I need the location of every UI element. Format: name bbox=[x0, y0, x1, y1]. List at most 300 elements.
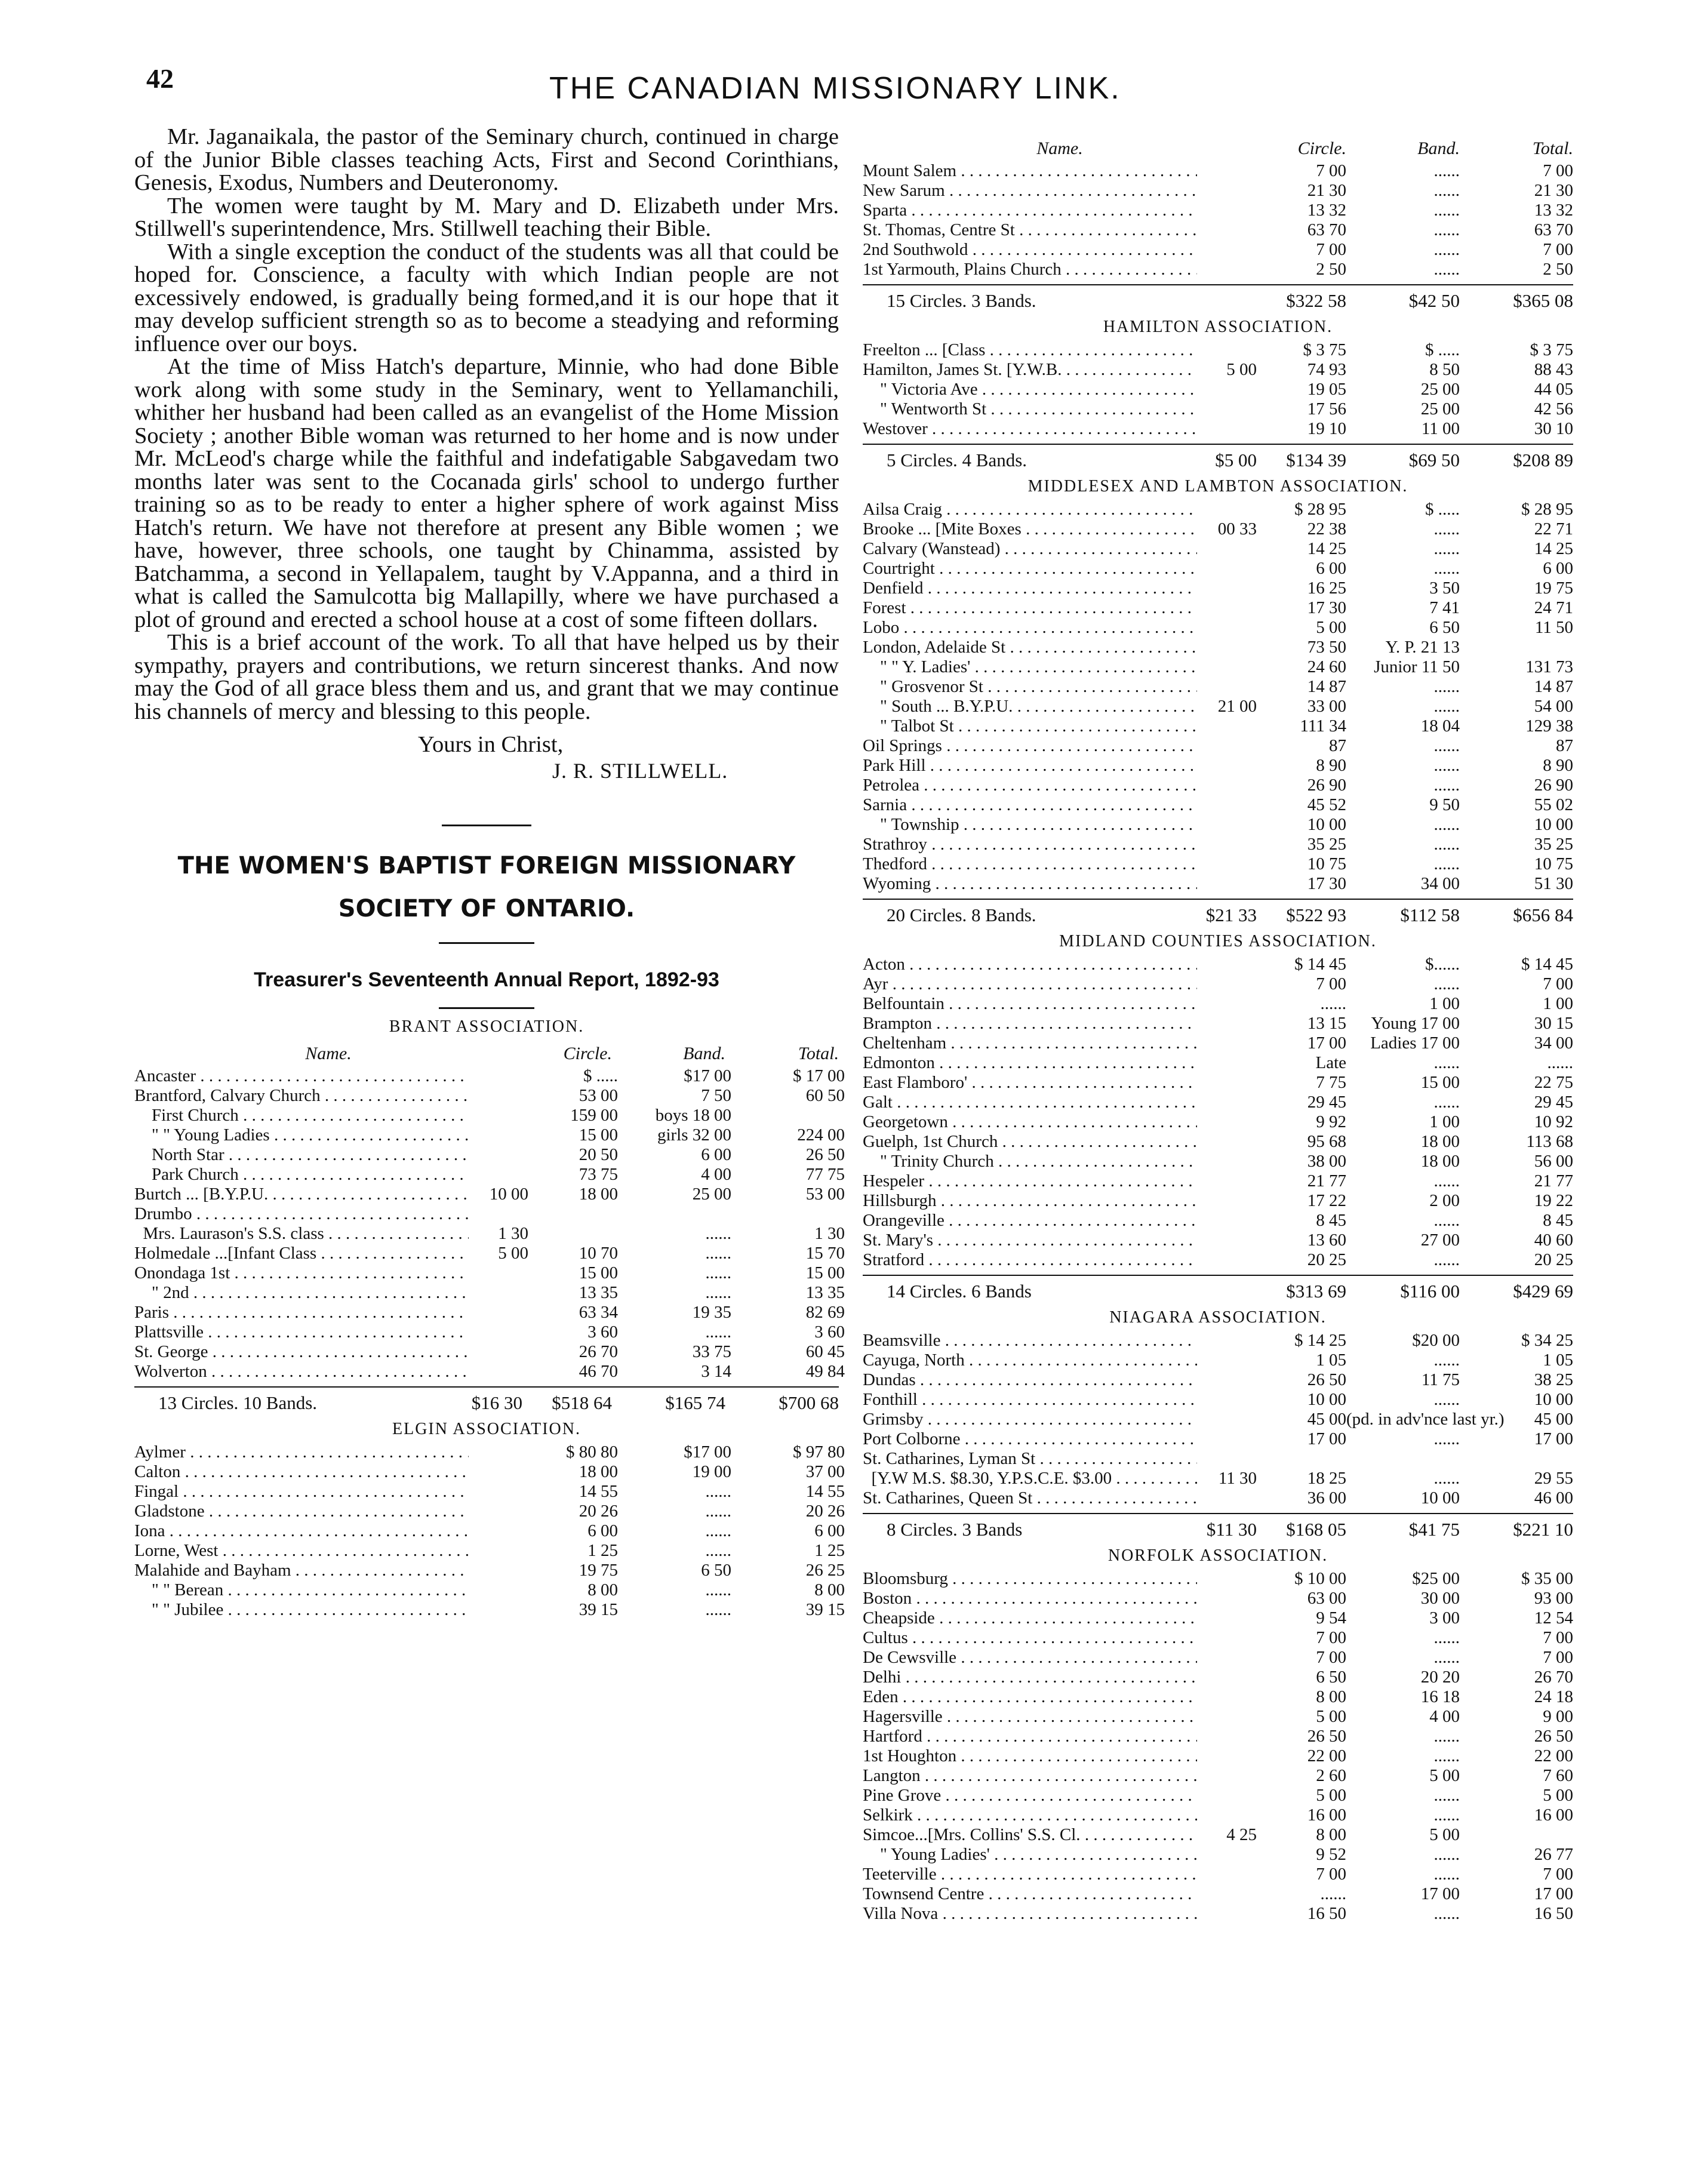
row-band: 5 00 bbox=[1429, 1766, 1460, 1785]
row-total: 6 00 bbox=[1543, 559, 1573, 578]
table-row bbox=[863, 201, 1573, 220]
divider bbox=[439, 942, 534, 944]
summary-total: $700 68 bbox=[779, 1392, 839, 1413]
row-extra: 00 33 bbox=[1217, 519, 1257, 539]
row-name bbox=[134, 1145, 469, 1165]
row-circle: 16 50 bbox=[1307, 1904, 1346, 1923]
row-total: 42 56 bbox=[1534, 399, 1573, 419]
row-total: 26 70 bbox=[1534, 1668, 1573, 1687]
row-name bbox=[134, 1600, 469, 1620]
summary-circle: $522 93 bbox=[1286, 905, 1346, 925]
row-name-text: Calvary (Wanstead) . . . bbox=[863, 539, 1197, 558]
row-total: 11 50 bbox=[1534, 618, 1573, 637]
left-column bbox=[134, 124, 845, 1623]
column-header-total: Total. bbox=[798, 1044, 839, 1063]
row-circle: 95 68 bbox=[1307, 1132, 1346, 1151]
row-name bbox=[863, 776, 1197, 795]
row-name-text: London, Adelaide St . . . bbox=[863, 638, 1197, 657]
row-name-text: Simcoe...[Mrs. Collins' S.S. Cl. . . . bbox=[863, 1825, 1197, 1844]
table-row bbox=[863, 994, 1573, 1014]
table-row bbox=[863, 697, 1573, 716]
row-name-text: Mrs. Laurason's S.S. class . . . bbox=[134, 1224, 469, 1243]
row-band: $17 00 bbox=[684, 1066, 731, 1085]
row-total: 30 10 bbox=[1534, 419, 1573, 438]
row-name-text: St. Mary's . . . bbox=[863, 1231, 1197, 1250]
row-extra: 4 25 bbox=[1226, 1825, 1257, 1844]
row-band: 17 00 bbox=[1420, 1884, 1460, 1903]
row-total: $ 14 45 bbox=[1521, 955, 1573, 974]
row-band: ...... bbox=[1433, 240, 1460, 259]
row-name-text: Boston . . . bbox=[863, 1589, 1197, 1608]
row-name bbox=[134, 1442, 469, 1462]
row-band: ...... bbox=[1433, 697, 1460, 716]
row-band: ...... bbox=[1433, 1904, 1460, 1923]
table-row bbox=[863, 716, 1573, 736]
row-band: ...... bbox=[1433, 1805, 1460, 1825]
row-band: ...... bbox=[1433, 756, 1460, 775]
table-row bbox=[863, 1488, 1573, 1508]
row-name bbox=[863, 815, 1197, 835]
row-band: 4 00 bbox=[701, 1165, 731, 1184]
row-circle: $ 80 80 bbox=[566, 1442, 618, 1462]
letter-paragraph: Mr. Jaganaikala, the pastor of the Seminary church, continued in charge of the Junior Bible classes teaching Acts, First and Second Corinthians, Genesis, Exodus, Numbers and Deuteronomy. bbox=[134, 124, 839, 195]
table-row bbox=[134, 1263, 845, 1283]
row-name bbox=[863, 1608, 1197, 1628]
row-band: (pd. in adv'nce last yr.) bbox=[1346, 1410, 1505, 1429]
row-band: $ ..... bbox=[1425, 500, 1460, 519]
table-row bbox=[863, 1904, 1573, 1924]
row-total: 29 45 bbox=[1534, 1093, 1573, 1112]
row-band: 7 41 bbox=[1429, 598, 1460, 617]
row-total: 55 02 bbox=[1534, 795, 1573, 814]
summary-total: $429 69 bbox=[1513, 1281, 1573, 1302]
row-total: 7 00 bbox=[1543, 1648, 1573, 1667]
row-total: 22 00 bbox=[1534, 1746, 1573, 1765]
row-band: 18 04 bbox=[1420, 716, 1460, 736]
row-name-text: Courtright . . . bbox=[863, 559, 1197, 578]
running-head: THE CANADIAN MISSIONARY LINK. bbox=[549, 71, 1121, 106]
row-circle: 26 50 bbox=[1307, 1727, 1346, 1746]
row-name-text: Brantford, Calvary Church . . . bbox=[134, 1086, 469, 1105]
row-name-text: Brooke ... [Mite Boxes . . . bbox=[863, 519, 1197, 539]
row-name bbox=[863, 1668, 1197, 1687]
row-circle: 18 00 bbox=[579, 1462, 618, 1481]
row-circle: ...... bbox=[1320, 1884, 1346, 1903]
row-circle: 1 05 bbox=[1316, 1351, 1346, 1370]
row-band: ...... bbox=[705, 1224, 731, 1243]
row-name-text: Park Church . . . bbox=[134, 1165, 469, 1184]
row-total: 20 26 bbox=[805, 1502, 845, 1521]
row-total: 46 00 bbox=[1534, 1488, 1573, 1508]
row-name-text: North Star . . . bbox=[134, 1145, 469, 1164]
row-circle: $ 10 00 bbox=[1294, 1569, 1346, 1588]
row-name bbox=[863, 736, 1197, 756]
row-name bbox=[863, 1707, 1197, 1727]
row-name-text: Dundas . . . bbox=[863, 1370, 1197, 1389]
row-band: ...... bbox=[1433, 220, 1460, 239]
row-name bbox=[863, 657, 1197, 677]
table-row bbox=[863, 1825, 1573, 1845]
divider bbox=[439, 1007, 534, 1009]
association-summary bbox=[863, 1275, 1573, 1303]
row-name bbox=[863, 618, 1197, 638]
row-name-text: Cheltenham . . . bbox=[863, 1033, 1197, 1053]
row-band: ...... bbox=[1433, 181, 1460, 200]
row-total: 60 50 bbox=[805, 1086, 845, 1105]
row-name bbox=[863, 974, 1197, 994]
row-name bbox=[863, 1449, 1197, 1469]
row-name-text: Fonthill . . . bbox=[863, 1390, 1197, 1409]
summary-circle: $168 05 bbox=[1286, 1519, 1346, 1540]
row-band: ...... bbox=[705, 1541, 731, 1560]
row-name bbox=[863, 161, 1197, 181]
row-total: 10 75 bbox=[1534, 854, 1573, 873]
row-name-text: De Cewsville . . . bbox=[863, 1648, 1197, 1667]
row-circle: 8 90 bbox=[1316, 756, 1346, 775]
table-row bbox=[863, 677, 1573, 697]
row-circle: 21 77 bbox=[1307, 1171, 1346, 1191]
table-row bbox=[134, 1322, 845, 1342]
row-name-text: 2nd Southwold . . . bbox=[863, 240, 1197, 259]
row-name-text: Petrolea . . . bbox=[863, 776, 1197, 795]
row-name bbox=[134, 1125, 469, 1145]
row-band: 9 50 bbox=[1429, 795, 1460, 814]
row-circle: 8 45 bbox=[1316, 1211, 1346, 1230]
row-name bbox=[863, 1569, 1197, 1589]
row-name-text: Thedford . . . bbox=[863, 854, 1197, 873]
row-band: 19 00 bbox=[692, 1462, 731, 1481]
row-total: 39 15 bbox=[805, 1600, 845, 1619]
summary-label: 14 Circles. 6 Bands bbox=[887, 1281, 1032, 1302]
row-circle: 2 60 bbox=[1316, 1766, 1346, 1785]
row-circle: 36 00 bbox=[1307, 1488, 1346, 1508]
row-name-text: Port Colborne . . . bbox=[863, 1429, 1197, 1448]
row-total: $ 17 00 bbox=[793, 1066, 845, 1085]
row-name bbox=[863, 539, 1197, 559]
row-total: 21 77 bbox=[1534, 1171, 1573, 1191]
row-total: 26 90 bbox=[1534, 776, 1573, 795]
table-row bbox=[863, 1727, 1573, 1746]
association-table bbox=[863, 477, 1573, 927]
row-extra: 10 00 bbox=[489, 1185, 528, 1204]
row-circle: 26 50 bbox=[1307, 1370, 1346, 1389]
row-name-text: Oil Springs . . . bbox=[863, 736, 1197, 755]
row-circle: 33 00 bbox=[1307, 697, 1346, 716]
row-name-text: Fingal . . . bbox=[134, 1482, 469, 1501]
row-name-text: Belfountain . . . bbox=[863, 994, 1197, 1013]
row-name-text: Lobo . . . bbox=[863, 618, 1197, 637]
row-band: girls 32 00 bbox=[657, 1125, 731, 1145]
row-band: ...... bbox=[1433, 1648, 1460, 1667]
row-band: 1 00 bbox=[1429, 994, 1460, 1013]
row-name bbox=[134, 1482, 469, 1502]
row-band: boys 18 00 bbox=[655, 1106, 731, 1125]
table-row bbox=[863, 638, 1573, 657]
row-total: 24 18 bbox=[1534, 1687, 1573, 1706]
row-name bbox=[863, 1053, 1197, 1073]
row-band: 6 50 bbox=[1429, 618, 1460, 637]
row-circle: 26 70 bbox=[579, 1342, 618, 1361]
table-row bbox=[134, 1086, 845, 1106]
row-name-text: Hagersville . . . bbox=[863, 1707, 1197, 1726]
row-circle: 46 70 bbox=[579, 1362, 618, 1381]
row-circle: ...... bbox=[1320, 994, 1346, 1013]
report-title-line2: SOCIETY OF ONTARIO. bbox=[338, 895, 635, 922]
right-column bbox=[863, 131, 1573, 1927]
row-total: 26 25 bbox=[805, 1561, 845, 1580]
row-name-text: " " Jubilee . . . bbox=[134, 1600, 469, 1619]
table-row bbox=[863, 500, 1573, 519]
signature: J. R. STILLWELL. bbox=[552, 759, 728, 783]
row-circle: 16 25 bbox=[1307, 579, 1346, 598]
association-heading: ELGIN ASSOCIATION. bbox=[392, 1420, 581, 1438]
column-header-circle: Circle. bbox=[1297, 139, 1346, 158]
row-circle: 73 75 bbox=[579, 1165, 618, 1184]
summary-circle: $134 39 bbox=[1286, 450, 1346, 470]
row-total: 1 25 bbox=[814, 1541, 845, 1560]
right-tables bbox=[863, 139, 1573, 1924]
row-name-text: Cheapside . . . bbox=[863, 1608, 1197, 1628]
row-name bbox=[134, 1244, 469, 1263]
table-row bbox=[863, 579, 1573, 598]
table-row bbox=[863, 1191, 1573, 1211]
row-name bbox=[863, 1766, 1197, 1786]
row-band: ...... bbox=[705, 1580, 731, 1599]
closing: Yours in Christ, bbox=[418, 732, 564, 757]
row-total: 93 00 bbox=[1534, 1589, 1573, 1608]
summary-total: $208 89 bbox=[1513, 450, 1573, 470]
row-name bbox=[863, 1746, 1197, 1766]
association-table bbox=[863, 932, 1573, 1303]
row-name bbox=[863, 360, 1197, 380]
row-total: 15 00 bbox=[805, 1263, 845, 1282]
row-total: 60 45 bbox=[805, 1342, 845, 1361]
table-row bbox=[863, 539, 1573, 559]
row-band: $17 00 bbox=[684, 1442, 731, 1462]
summary-band: $42 50 bbox=[1408, 290, 1460, 311]
row-name-text: Westover . . . bbox=[863, 419, 1197, 438]
row-name bbox=[134, 1322, 469, 1342]
row-circle: 111 34 bbox=[1300, 716, 1346, 736]
row-band: 25 00 bbox=[1420, 399, 1460, 419]
row-name bbox=[863, 994, 1197, 1014]
row-name-text: Hillsburgh . . . bbox=[863, 1191, 1197, 1210]
table-row bbox=[863, 815, 1573, 835]
row-name-text: Selkirk . . . bbox=[863, 1805, 1197, 1825]
row-total: 40 60 bbox=[1534, 1231, 1573, 1250]
row-extra: 1 30 bbox=[498, 1224, 528, 1243]
table-row bbox=[863, 1845, 1573, 1865]
row-name-text: [Y.W M.S. $8.30, Y.P.S.C.E. $3.00 . . . bbox=[863, 1469, 1197, 1488]
row-band: ...... bbox=[1433, 1351, 1460, 1370]
row-name-text: " " Berean . . . bbox=[134, 1580, 469, 1599]
row-name bbox=[863, 1370, 1197, 1390]
row-name-text: Freelton ... [Class . . . bbox=[863, 340, 1197, 359]
row-circle: 5 00 bbox=[1316, 1707, 1346, 1726]
table-row bbox=[863, 181, 1573, 201]
row-total: 26 77 bbox=[1534, 1845, 1573, 1864]
row-circle: 21 30 bbox=[1307, 181, 1346, 200]
row-band: 15 00 bbox=[1420, 1073, 1460, 1092]
row-circle: 24 60 bbox=[1307, 657, 1346, 676]
row-circle: 87 bbox=[1329, 736, 1346, 755]
row-name bbox=[863, 1073, 1197, 1093]
row-name bbox=[863, 260, 1197, 279]
row-name bbox=[134, 1263, 469, 1283]
row-name-text: St. Catharines, Queen St . . . bbox=[863, 1488, 1197, 1508]
row-band: 6 00 bbox=[701, 1145, 731, 1164]
row-total: 8 90 bbox=[1543, 756, 1573, 775]
report-title-line1: THE WOMEN'S BAPTIST FOREIGN MISSIONARY bbox=[177, 852, 796, 879]
table-row bbox=[863, 598, 1573, 618]
table-row bbox=[863, 1250, 1573, 1270]
row-name bbox=[863, 1825, 1197, 1845]
row-total: 1 30 bbox=[814, 1224, 845, 1243]
row-band: Ladies 17 00 bbox=[1370, 1033, 1460, 1053]
row-total: 56 00 bbox=[1534, 1152, 1573, 1171]
row-name bbox=[863, 1429, 1197, 1449]
row-name-text: " Wentworth St . . . bbox=[863, 399, 1197, 419]
row-name-text: Edmonton . . . bbox=[863, 1053, 1197, 1072]
letter-paragraph: At the time of Miss Hatch's departure, Minnie, who had done Bible work along with some study in the Seminary, went to Yellamanchili, whither her husband had been called as an evangelist of the Home Mission Society ; another Bible woman was returned to her home and is now under Mr. McLeod's charge while the faithful and indefatigable Sabgavedam two months later was sent to the Cocanada girls' school to undergo further training so as to be ready to enter a higher sphere of work against Miss Hatch's return. We have not therefore at present any Bible women ; we have, however, three schools, one taught by Chinamma, assisted by Batchamma, a second in Yellapalem, taught by V.Appanna, and a third in what is called the Samulcotta big Mallapilly, where we have purchased a plot of ground and erected a school house at a cost of some fifteen dollars. bbox=[134, 354, 839, 632]
row-extra: 11 30 bbox=[1218, 1469, 1257, 1488]
row-band: $20 00 bbox=[1412, 1331, 1460, 1350]
row-circle: 13 35 bbox=[579, 1283, 618, 1302]
row-total: 2 50 bbox=[1543, 260, 1573, 279]
row-band: 1 00 bbox=[1429, 1112, 1460, 1131]
row-name bbox=[863, 419, 1197, 439]
row-name bbox=[863, 1488, 1197, 1508]
row-band: ...... bbox=[1433, 1171, 1460, 1191]
row-name-text: Mount Salem . . . bbox=[863, 161, 1197, 180]
row-name bbox=[863, 854, 1197, 874]
row-total: 3 60 bbox=[814, 1322, 845, 1342]
row-name bbox=[863, 1727, 1197, 1746]
row-name bbox=[863, 1628, 1197, 1648]
row-circle: 9 54 bbox=[1316, 1608, 1346, 1628]
row-band: ...... bbox=[1433, 835, 1460, 854]
row-band: ...... bbox=[1433, 776, 1460, 795]
column-header-total: Total. bbox=[1532, 139, 1573, 158]
table-row bbox=[134, 1145, 845, 1165]
row-name-text: " Trinity Church . . . bbox=[863, 1152, 1197, 1171]
row-band: ...... bbox=[705, 1283, 731, 1302]
table-row bbox=[863, 360, 1573, 380]
summary-band: $41 75 bbox=[1408, 1519, 1460, 1540]
row-name-text: Paris . . . bbox=[134, 1303, 469, 1322]
row-name-text: Malahide and Bayham . . . bbox=[134, 1561, 469, 1580]
table-row bbox=[863, 220, 1573, 240]
table-row bbox=[863, 1112, 1573, 1132]
row-name bbox=[863, 181, 1197, 201]
row-total: 10 00 bbox=[1534, 815, 1573, 834]
row-total: 88 43 bbox=[1534, 360, 1573, 379]
association-heading: HAMILTON ASSOCIATION. bbox=[1103, 318, 1333, 336]
row-name bbox=[863, 201, 1197, 220]
row-name bbox=[134, 1342, 469, 1362]
row-name bbox=[134, 1541, 469, 1561]
association-heading: MIDDLESEX AND LAMBTON ASSOCIATION. bbox=[1027, 477, 1408, 496]
row-band: 25 00 bbox=[692, 1185, 731, 1204]
row-total: 35 25 bbox=[1534, 835, 1573, 854]
row-circle: 19 75 bbox=[579, 1561, 618, 1580]
row-circle: 20 26 bbox=[579, 1502, 618, 1521]
row-name bbox=[863, 1211, 1197, 1231]
row-total: 82 69 bbox=[805, 1303, 845, 1322]
summary-total: $656 84 bbox=[1513, 905, 1573, 925]
row-name bbox=[863, 1390, 1197, 1410]
row-circle: 15 00 bbox=[579, 1125, 618, 1145]
row-name bbox=[863, 677, 1197, 697]
table-row bbox=[134, 1600, 845, 1620]
row-extra: 5 00 bbox=[1226, 360, 1257, 379]
table-row bbox=[863, 1707, 1573, 1727]
table-row bbox=[863, 1648, 1573, 1668]
row-name-text: " Talbot St . . . bbox=[863, 716, 1197, 736]
row-circle: 10 75 bbox=[1307, 854, 1346, 873]
row-total: 22 75 bbox=[1534, 1073, 1573, 1092]
row-name bbox=[863, 638, 1197, 657]
row-circle: 3 60 bbox=[587, 1322, 618, 1342]
row-total: 87 bbox=[1556, 736, 1573, 755]
row-name bbox=[134, 1580, 469, 1600]
row-circle: 8 00 bbox=[587, 1580, 618, 1599]
row-band: ...... bbox=[1433, 161, 1460, 180]
row-name-text: St. George . . . bbox=[134, 1342, 469, 1361]
table-row bbox=[863, 1865, 1573, 1884]
row-circle: 45 52 bbox=[1307, 795, 1346, 814]
row-name bbox=[134, 1362, 469, 1382]
table-row bbox=[863, 1589, 1573, 1608]
table-row bbox=[863, 1152, 1573, 1171]
row-name-text: Ailsa Craig . . . bbox=[863, 500, 1197, 519]
row-band: ...... bbox=[1433, 1429, 1460, 1448]
row-name bbox=[863, 1331, 1197, 1351]
summary-band: $69 50 bbox=[1408, 450, 1460, 470]
row-total: $ 28 95 bbox=[1521, 500, 1573, 519]
column-header-band: Band. bbox=[1417, 139, 1460, 158]
table-row bbox=[863, 1053, 1573, 1073]
row-total: 224 00 bbox=[797, 1125, 845, 1145]
row-name-text: Pine Grove . . . bbox=[863, 1786, 1197, 1805]
row-circle: 19 10 bbox=[1307, 419, 1346, 438]
row-band: ...... bbox=[1433, 1469, 1460, 1488]
table-row bbox=[134, 1362, 845, 1382]
row-name bbox=[863, 1648, 1197, 1668]
row-name-text: Strathroy . . . bbox=[863, 835, 1197, 854]
row-band: 33 75 bbox=[692, 1342, 731, 1361]
association-heading: MIDLAND COUNTIES ASSOCIATION. bbox=[1059, 932, 1377, 950]
row-name bbox=[863, 1410, 1197, 1429]
row-total: 8 45 bbox=[1543, 1211, 1573, 1230]
row-name-text: Orangeville . . . bbox=[863, 1211, 1197, 1230]
table-row bbox=[863, 776, 1573, 795]
table-row bbox=[863, 1766, 1573, 1786]
row-name bbox=[134, 1165, 469, 1185]
row-circle: Late bbox=[1315, 1053, 1346, 1072]
table-row bbox=[134, 1580, 845, 1600]
divider bbox=[442, 825, 531, 826]
row-total: 20 25 bbox=[1534, 1250, 1573, 1269]
row-circle: 10 00 bbox=[1307, 815, 1346, 834]
row-band: ...... bbox=[1433, 1390, 1460, 1409]
row-total: 34 00 bbox=[1534, 1033, 1573, 1053]
row-name-text: Sparta . . . bbox=[863, 201, 1197, 220]
row-name bbox=[134, 1521, 469, 1541]
row-name-text: " Young Ladies' . . . bbox=[863, 1845, 1197, 1864]
row-band: 16 18 bbox=[1420, 1687, 1460, 1706]
table-row bbox=[134, 1541, 845, 1561]
